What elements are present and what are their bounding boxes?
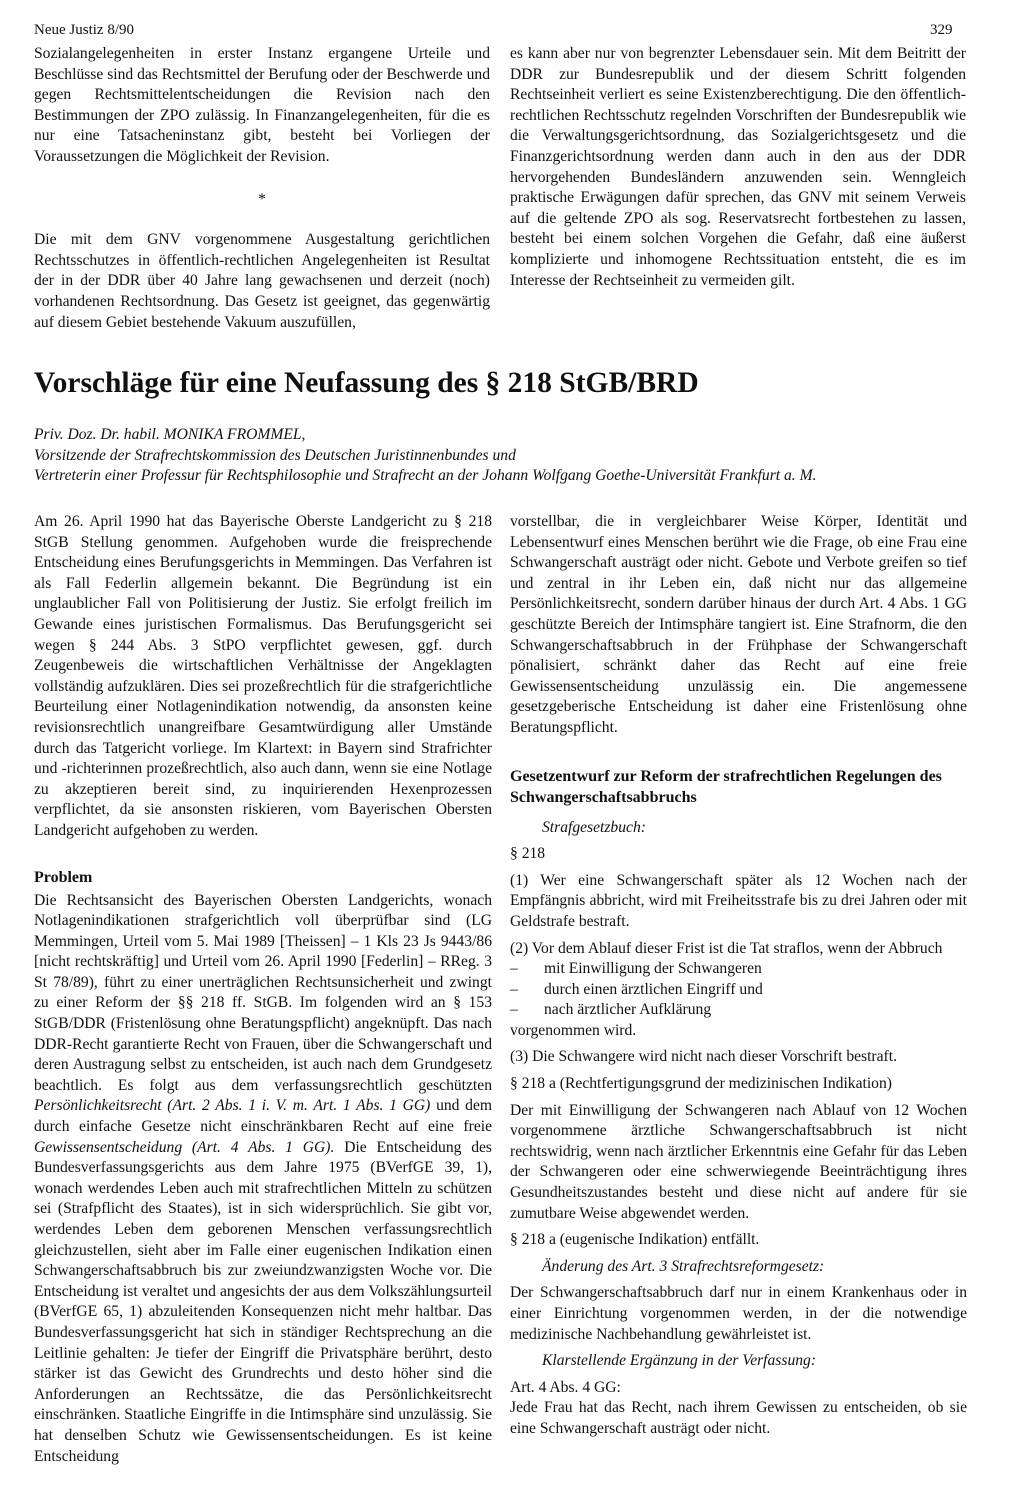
law-paragraph: Der Schwangerschaftsabbruch darf nur in einem Krankenhaus oder in einer Einrichtung vorgenommen werden, in der die notwendige medizinische Nachbehandlung gewährleistet ist. [510,1284,967,1343]
article-right-column [510,512,967,1440]
law-paragraph: Jede Frau hat das Recht, nach ihrem Gewissen zu entscheiden, ob sie eine Schwangerschaft austrägt oder nicht. [510,1399,967,1437]
previous-article-left-column [34,44,490,333]
running-head: Neue Justiz 8/90 [34,22,134,38]
list-item-text: nach ärztlicher Aufklärung [544,1001,712,1019]
section-heading-draft-law: Gesetzentwurf zur Reform der strafrechtlichen Regelungen des Schwangerschaftsabbruchs [510,767,942,806]
law-subheading: Klarstellende Ergänzung in der Verfassung: [542,1352,817,1370]
article-title: Vorschläge für eine Neufassung des § 218 StGB/BRD [34,367,699,399]
law-paragraph: (2) Vor dem Ablauf dieser Frist ist die Tat straflos, wenn der Abbruch [510,939,943,957]
law-subheading: Strafgesetzbuch: [542,818,646,836]
page-number: 329 [930,22,953,38]
article-left-column [34,512,492,1467]
paragraph: Sozialangelegenheiten in erster Instanz ergangene Urteile und Beschlüsse sind das Rechtsmittel der Berufung oder der Beschwerde und gegen Rechtsmittelentscheidungen die Revision nach den Bestimmungen der ZPO zulässig. In Finanzangelegenheiten, für die es nur eine Tatsacheninstanz gibt, besteht bei Vorliegen der Voraussetzungen die Möglichkeit der Revision. [34,45,491,165]
italic-citation: Gewissensentscheidung (Art. 4 Abs. 1 GG). [34,1138,335,1156]
law-paragraph: Der mit Einwilligung der Schwangeren nach Ablauf von 12 Wochen vorgenommene ärztliche Schwangerschaftsabbruch ist nicht rechtswidrig, wenn nach ärztlicher Erkenntnis eine Gefahr für das Leben der Schwangeren oder eine schwerwiegende Beeinträchtigung ihres Gesundheitszustandes besteht und diese nicht auf andere für sie zumutbare Weise abgewendet werden. [510,1101,967,1222]
law-subheading: Änderung des Art. 3 Strafrechtsreformgesetz: [542,1257,825,1275]
list-item [510,959,967,980]
section-number: § 218 a (eugenische Indikation) entfällt. [510,1231,760,1249]
law-paragraph: (1) Wer eine Schwangerschaft später als 12 Wochen nach der Empfängnis abbricht, wird mit Freiheitsstrafe bis zu drei Jahren oder mit Geldstrafe bestraft. [510,871,967,930]
intro-paragraph: Am 26. April 1990 hat das Bayerische Oberste Landgericht zu § 218 StGB Stellung genommen. Aufgehoben wurde die freisprechende Entscheidung eines Berufungsgerichts in Memmingen. Das Verfahren ist als Fall Federlin allgemein bekannt. Die Begründung ist ein unglaublicher Fall von Politisierung der Justiz. Sie erfolgt freilich im Gewande eines juristischen Formalismus. Das Berufungsgericht sei wegen § 244 Abs. 3 StPO verpflichtet gewesen, ggf. durch Zeugenbeweis die wirtschaftlichen Verhältnisse der Angeklagten vollständig aufzuklären. Dies sei prozeßrechtlich für die strafgerichtliche Beurteilung einer Notlagenindikation notwendig, da ansonsten keine revisionsrechtlich unangreifbare Gesamtwürdigung aller Umstände durch das Tatgericht vorliege. Im Klartext: in Bayern sind Strafrichter und -richterinnen prozeßrechtlich, also auch dann, wenn sie eine Notlage zu akzeptieren bereit sind, zu inquirierenden Hexenprozessen verpflichtet, da sie ansonsten riskieren, vom Bayerischen Obersten Landgericht aufgehoben zu werden. [34,513,492,839]
paragraph: vorstellbar, die in vergleichbarer Weise Körper, Identität und Lebensentwurf eines Menschen berührt wie die Frage, ob eine Frau eine Schwangerschaft austrägt oder nicht. Gebote und Verbote greifen so tief und zentral in ihr Leben ein, daß nicht nur das allgemeine Persönlichkeitsrecht, sondern darüber hinaus der durch Art. 4 Abs. 1 GG geschützte Bereich der Intimsphäre tangiert ist. Eine Strafnorm, die den Schwangerschaftsabbruch in der Frühphase der Schwangerschaft pönalisiert, schränkt daher das Recht auf eine freie Gewissensentscheidung unzulässig ein. Die angemessene gesetzgeberische Entscheidung ist daher eine Fristenlösung ohne Beratungspflicht. [510,513,967,736]
section-number: § 218 [510,845,546,863]
paragraph: Die mit dem GNV vorgenommene Ausgestaltung gerichtlichen Rechtsschutzes in öffentlich-rechtlichen Angelegenheiten ist Resultat der in der DDR über 40 Jahre lang gewachsenen und derzeit (noch) vorhandenen Rechtsordnung. Das Gesetz ist geeignet, das gegenwärtig auf diesem Gebiet bestehende Vakuum auszufüllen, [34,231,490,331]
text-run: Die Entscheidung des Bundesverfassungsgerichts aus dem Jahre 1975 (BVerfGE 39, 1), wonach werdendes Leben auch mit strafrechtlichen Mitteln zu schützen sei (Strafpflicht des Staates), ist in sich widersprüchlich. Sie gibt vor, werdendes Leben dem geborenen Menschen verfassungsrechtlich gleichzustellen, sieht aber im Falle einer eugenischen Indikation einen Schwangerschaftsabbruch bis zur zweiundzwanzigsten Woche vor. Die Entscheidung ist veraltet und angesichts der aus dem Volkszählungsurteil (BVerfGE 65, 1) abzuleitenden Konsequenzen nicht mehr haltbar. Das Bundesverfassungsgericht hat sich in ständiger Rechtsprechung an die Leitlinie gehalten: Je tiefer der Eingriff die Privatsphäre berührt, desto stärker ist das Gewicht des Grundrechts und desto höher sind die Anforderungen an Rechtssätze, die das Persönlichkeitsrecht einschränken. Staatliche Eingriffe in die Intimsphäre sind unzulässig. Sie hat denselben Schutz wie Gewissensentscheidungen. Es ist keine Entscheidung [34,1138,493,1465]
author-byline [34,425,974,487]
paragraph: es kann aber nur von begrenzter Lebensdauer sein. Mit dem Beitritt der DDR zur Bundesrepublik und der diesem Schritt folgenden Rechtseinheit verliert es seine Existenzberechtigung. Die den öffentlich-rechtlichen Rechtsschutz regelnden Vorschriften der Bundesrepublik wie die Verwaltungsgerichtsordnung, das Sozialgerichtsgesetz und die Finanzgerichtsordnung werden dann auch in den aus der DDR hervorgehenden Bundesländern anzuwenden sein. Wenngleich praktische Erwägungen dafür sprechen, das GNV mit seinem Verweis auf die geltende ZPO als sog. Reservatsrecht fortbestehen zu lassen, besteht bei einem solchen Vorgehen die Gefahr, daß eine äußerst komplizierte und inhomogene Rechtssituation entsteht, die es im Interesse der Rechtseinheit zu vermeiden gilt. [510,45,966,289]
problem-paragraph [34,891,492,1468]
dash-bullet: – [510,960,518,978]
law-paragraph-end: vorgenommen wird. [510,1021,637,1039]
section-number: § 218 a (Rechtfertigungsgrund der medizinischen Indikation) [510,1075,892,1093]
list-item [510,980,967,1001]
author-affiliation: Vorsitzende der Strafrechtskommission des Deutschen Juristinnenbundes und [34,446,516,464]
text-run: Die Rechtsansicht des Bayerischen Obersten Landgerichts, wonach Notlagenindikationen strafgerichtlich voll überprüfbar sind (LG Memmingen, Urteil vom 5. Mai 1989 [Theissen] – 1 Kls 23 Js 9443/86 [nicht rechtskräftig] und Urteil vom 26. April 1990 [Federlin] – RReg. 3 St 78/89), führt zu einer unerträglichen Rechtsunsicherheit und zwingt zu einer Reform der §§ 218 ff. StGB. Im folgenden wird an § 153 StGB/DDR (Fristenlösung ohne Beratungspflicht) angeknüpft. Das nach DDR-Recht garantierte Recht von Frauen, über die Schwangerschaft und deren Austragung selbst zu entscheiden, ist auch nach dem Grundgesetz beachtlich. Es folgt aus dem verfassungsrechtlich geschützten [34,891,492,1094]
italic-citation: Persönlichkeitsrecht (Art. 2 Abs. 1 i. V. m. Art. 1 Abs. 1 GG) [34,1097,431,1115]
dash-bullet: – [510,1001,518,1019]
list-item-text: durch einen ärztlichen Eingriff und [544,980,763,998]
section-heading-problem: Problem [34,868,93,886]
author-name: Priv. Doz. Dr. habil. MONIKA FROMMEL, [34,426,306,443]
section-separator: * [258,190,266,208]
author-affiliation: Vertreterin einer Professur für Rechtsphilosophie und Strafrecht an der Johann Wolfgang Goethe-Universität Frankfurt a. M. [34,467,817,484]
list-item-text: mit Einwilligung der Schwangeren [544,960,762,978]
section-number: Art. 4 Abs. 4 GG: [510,1378,621,1396]
text-run: und dem durch einfache Gesetze nicht einschränkbaren Recht auf eine freie [34,1097,493,1136]
law-paragraph: (3) Die Schwangere wird nicht nach dieser Vorschrift bestraft. [510,1048,897,1066]
list-item [510,1000,967,1021]
dash-bullet: – [510,980,518,998]
previous-article-right-column [510,44,966,291]
